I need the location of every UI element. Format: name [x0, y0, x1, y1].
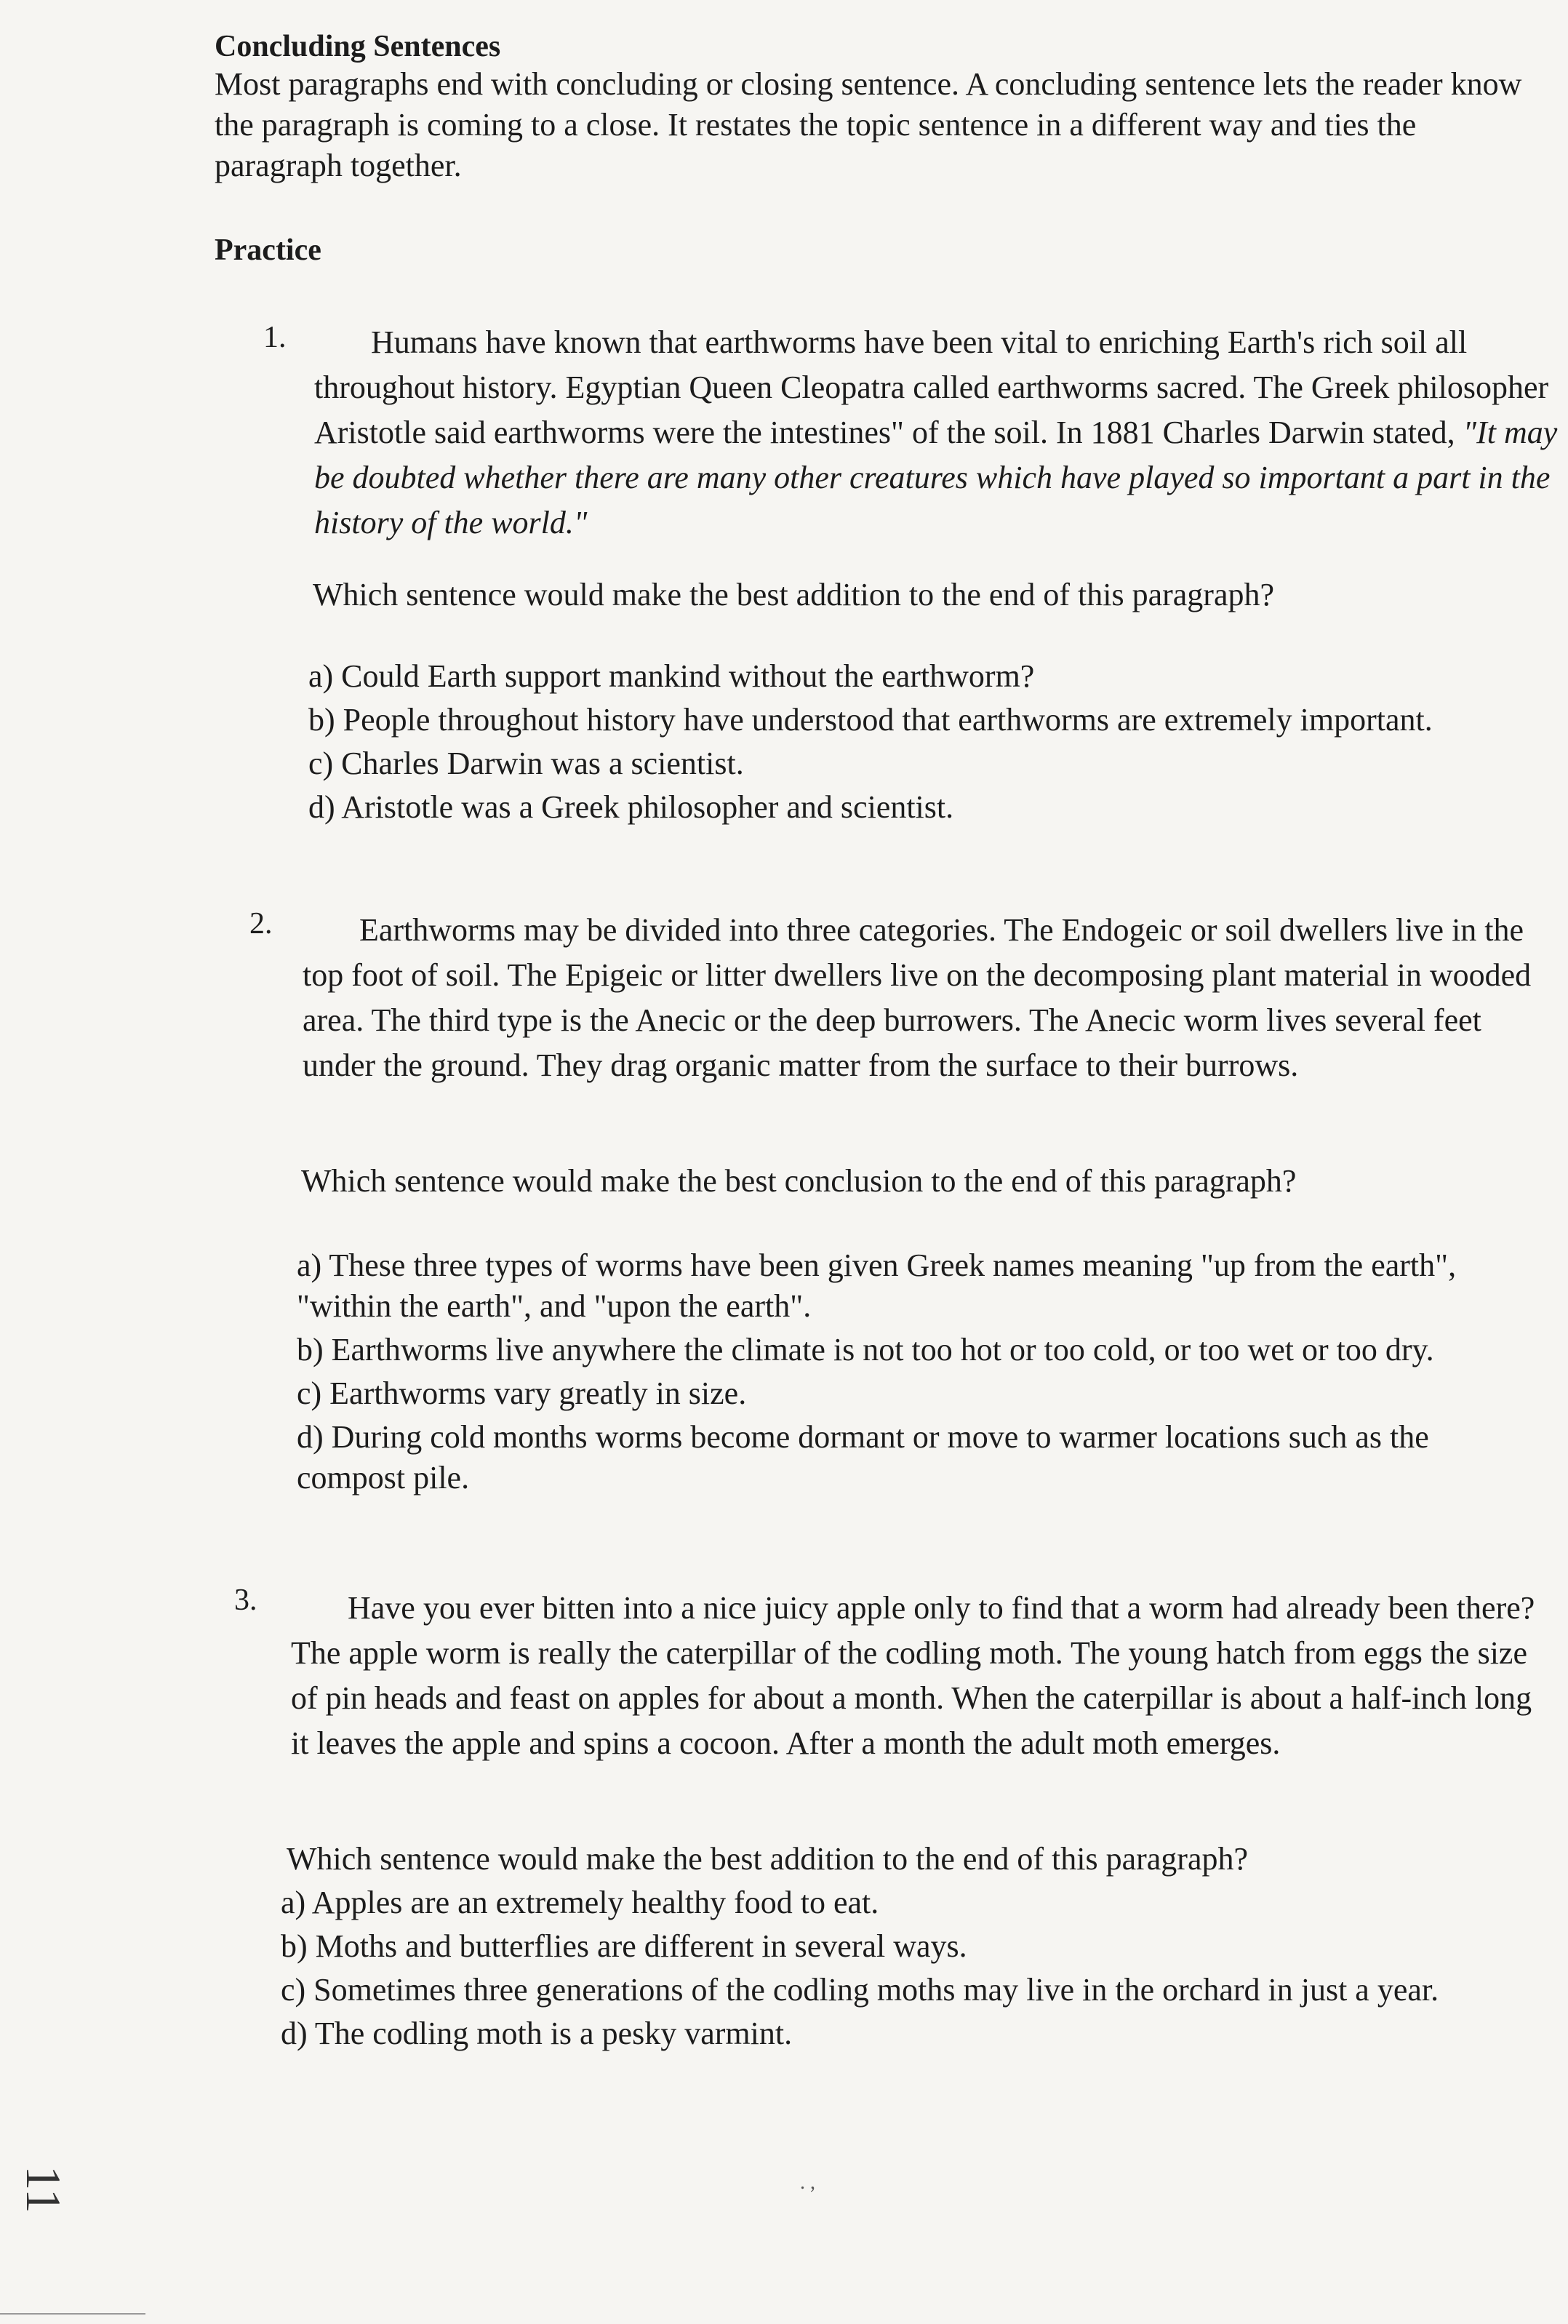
item-2-option-c: c) Earthworms vary greatly in size.	[297, 1375, 747, 1411]
item-2-question: Which sentence would make the best conclusion to the end of this paragraph?	[301, 1163, 1297, 1199]
item-1-option-c: c) Charles Darwin was a scientist.	[308, 746, 744, 781]
item-2-number: 2.	[249, 907, 273, 941]
item-3-option-c: c) Sometimes three generations of the codling moths may live in the orchard in just a year.	[281, 1972, 1439, 2008]
item-1-option-b: b) People throughout history have understood that earthworms are extremely important.	[308, 702, 1433, 738]
item-3-number: 3.	[234, 1584, 257, 1617]
item-1-options	[308, 656, 1443, 831]
item-3-option-a: a) Apples are an extremely healthy food to eat.	[281, 1885, 879, 1920]
item-1-option-a: a) Could Earth support mankind without the earthworm?	[308, 658, 1035, 694]
item-1-number: 1.	[263, 321, 287, 354]
item-3-options	[281, 1882, 1532, 2057]
item-2-option-a: a) These three types of worms have been given Greek names meaning "up from the earth", "within the earth", and "upon the earth".	[297, 1247, 1457, 1324]
intro-paragraph: Most paragraphs end with concluding or closing sentence. A concluding sentence lets the reader know the paragraph is coming to a close. It restates the topic sentence in a different way and ties the paragraph together.	[215, 66, 1522, 183]
item-1-passage-text: Humans have known that earthworms have been vital to enriching Earth's rich soil all throughout history. Egyptian Queen Cleopatra called earthworms sacred. The Greek philosopher Aristotle said earthworms were the intestines" of the soil. In 1881 Charles Darwin stated,	[314, 324, 1549, 450]
item-3-option-b: b) Moths and butterflies are different in several ways.	[281, 1928, 967, 1964]
item-2-passage: Earthworms may be divided into three categories. The Endogeic or soil dwellers live in the top foot of soil. The Epigeic or litter dwellers live on the decomposing plant material in wooded area. The third type is the Anecic or the deep burrowers. The Anecic worm lives several feet under the ground. They drag organic matter from the surface to their burrows.	[303, 912, 1532, 1083]
item-2-option-d: d) During cold months worms become dormant or move to warmer locations such as the compost pile.	[297, 1419, 1429, 1496]
stray-marks: . ,	[800, 2171, 815, 2194]
item-3-passage: Have you ever bitten into a nice juicy apple only to find that a worm had already been there? The apple worm is really the caterpillar of the codling moth. The young hatch from eggs the size of pin heads and feast on apples for about a month. When the caterpillar is about a half-inch long it leaves the apple and spins a cocoon. After a month the adult moth emerges.	[291, 1590, 1535, 1761]
item-3-question: Which sentence would make the best addition to the end of this paragraph?	[287, 1841, 1249, 1877]
item-1-passage	[314, 320, 1558, 546]
item-2-options	[297, 1245, 1526, 1501]
handwritten-page-number: 11	[16, 2165, 71, 2213]
page-title: Concluding Sentences	[215, 30, 501, 63]
item-3-option-d: d) The codling moth is a pesky varmint.	[281, 2016, 793, 2051]
item-1-darwin-quote: "It may be doubted whether there are many other creatures which have played so important a part in the history of the world."	[314, 415, 1558, 540]
item-1-option-d: d) Aristotle was a Greek philosopher and scientist.	[308, 789, 954, 825]
bottom-edge-line	[0, 2313, 145, 2315]
practice-heading: Practice	[215, 233, 321, 267]
item-2-option-b: b) Earthworms live anywhere the climate is not too hot or too cold, or too wet or too dry.	[297, 1332, 1434, 1367]
item-1-question: Which sentence would make the best addition to the end of this paragraph?	[313, 577, 1275, 612]
